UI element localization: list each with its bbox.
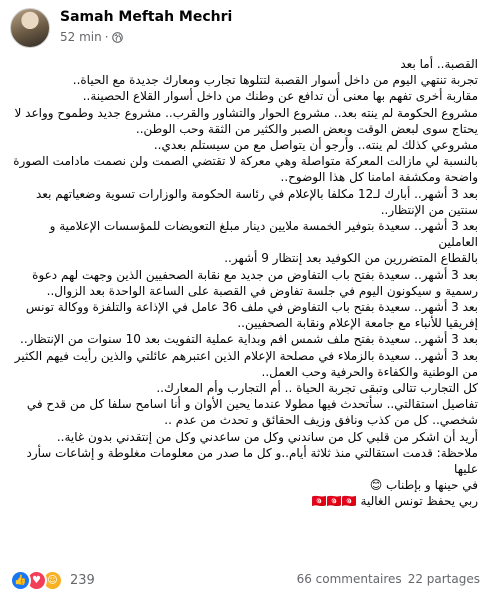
post-line: تفاصيل استقالتي.. سأتحدث فيها مطولا عندما يحين الأوان و أنا اسامح سلفا كل من قدح في	[26, 397, 478, 412]
post-line: بالنسبة لي مازالت المعركة متواصلة وهي معركة لا تقتضي الصمت ولن نصمت مادامت الصورة	[13, 154, 478, 169]
post-time[interactable]: 52 min	[60, 30, 102, 44]
post-line: إفريقيا للأنباء مع جامعة الإعلام ونقابة الصحفيين..	[237, 316, 478, 331]
care-reaction-icon: ☺	[42, 570, 63, 591]
post-line: القصبة.. أما بعد	[400, 57, 478, 71]
author-avatar[interactable]	[10, 8, 50, 48]
post-line: كل التجارب تتالى وتبقى تجربة الحياة .. أم التجارب وأم المعارك..	[156, 381, 478, 396]
author-name[interactable]: Samah Meftah Mechri	[60, 9, 233, 25]
post-line: بعد 3 أشهر.. سعيدة بتوفير الخمسة ملايين دينار مبلغ التعويضات للمؤسسات الإعلامية و العاملين	[49, 219, 478, 250]
love-reaction-icon: ♥	[26, 570, 47, 591]
comments-count[interactable]: 66 commentaires	[296, 572, 402, 586]
post-line: يحتاج سوى لبعض الوقت وبعض الصبر والكثير من الثقة وحب الوطن..	[135, 121, 478, 136]
post-line: مقاربة أخرى تفهم بها معنى أن تدافع عن وطنك من داخل أسوار القلاع الحصينة..	[82, 89, 478, 104]
post-line: بعد 3 أشهر.. أبارك لـ12 مكلفا بالإعلام في رئاسة الحكومة والوزارات تسوية وضعياتهم بعد	[36, 186, 478, 201]
post-line: بعد 3 أشهر.. سعيدة بالزملاء في مصلحة الإعلام الذين اعتبرهم عائلتي والذين رأيت فيهم الكثير	[14, 348, 478, 363]
post-line: ملاحظة: قدمت استقالتي منذ ثلاثة أيام..و كل ما صدر من معلومات مغلوطة و إشاعات سأرد عليها	[26, 445, 478, 477]
post-line: مشروع الحكومة لم ينته بعد.. مشروع الحوار والتشاور والقرب.. مشروع جديد وطموح وواعد لا	[14, 105, 478, 120]
post-line: سنتين من الإنتظار..	[380, 202, 478, 217]
post-line: تجربة تنتهي اليوم من داخل أسوار القصبة لتتلوها تجارب ومعارك جديدة مع الحياة..	[72, 73, 478, 88]
reactions-summary[interactable]	[10, 570, 95, 591]
post-text	[10, 56, 478, 510]
post-line: واضحة ومكشفة امامنا كل هذا الوضوح..	[280, 170, 478, 185]
post-line: بعد 3 أشهر.. سعيدة بفتح باب التفاوض من جديد مع نقابة الصحفيين الذين وجهت لهم دعوة	[32, 267, 478, 282]
post-line: بعد 3 أشهر.. سعيدة بفتح ملف شمس افم وبداية عملية التفويت بعد 10 سنوات من الإنتظار..	[20, 332, 478, 347]
post-line: في حينها و بإطناب 😊	[369, 478, 478, 493]
reaction-count[interactable]: 239	[70, 573, 95, 588]
post-footer	[10, 566, 480, 590]
post-line: رسمية و سيكونون اليوم في جلسة تفاوض في القصبة على الساعة الواحدة بعد الزوال..	[46, 283, 478, 298]
engagement-counts	[297, 572, 480, 586]
like-reaction-icon: 👍	[10, 570, 31, 591]
post-line: أريد أن اشكر من قلبي كل من ساندني وكل من ساعدني وكل من إنتقدني بدون غاية..	[56, 429, 478, 444]
post-line: ربي يحفظ تونس الغالية 🇹🇳🇹🇳🇹🇳	[311, 494, 478, 509]
post-header	[10, 6, 480, 52]
globe-icon	[112, 32, 123, 43]
meta-separator: ·	[104, 30, 109, 44]
post-line: بالقطاع المتضررين من الكوفيد بعد إنتظار 9 أشهر..	[224, 251, 478, 266]
post-line: شخصي.. كل من كذب ونافق وزيف الحقائق و تحدث من عدم ..	[164, 413, 478, 428]
post-line: بعد 3 أشهر.. سعيدة بفتح باب التفاوض في ملف 36 عامل في الإذاعة والتلفزة ووكالة تونس	[25, 300, 478, 315]
post-line: من الوطنية والكفاءة والحرفية وحب العمل..	[261, 364, 478, 379]
shares-count[interactable]: 22 partages	[407, 572, 480, 586]
post-meta	[60, 30, 123, 44]
post-line: مشروعي كذلك لم ينته.. وأرجو أن يتواصل مع من سيستلم بعدي..	[153, 138, 478, 153]
